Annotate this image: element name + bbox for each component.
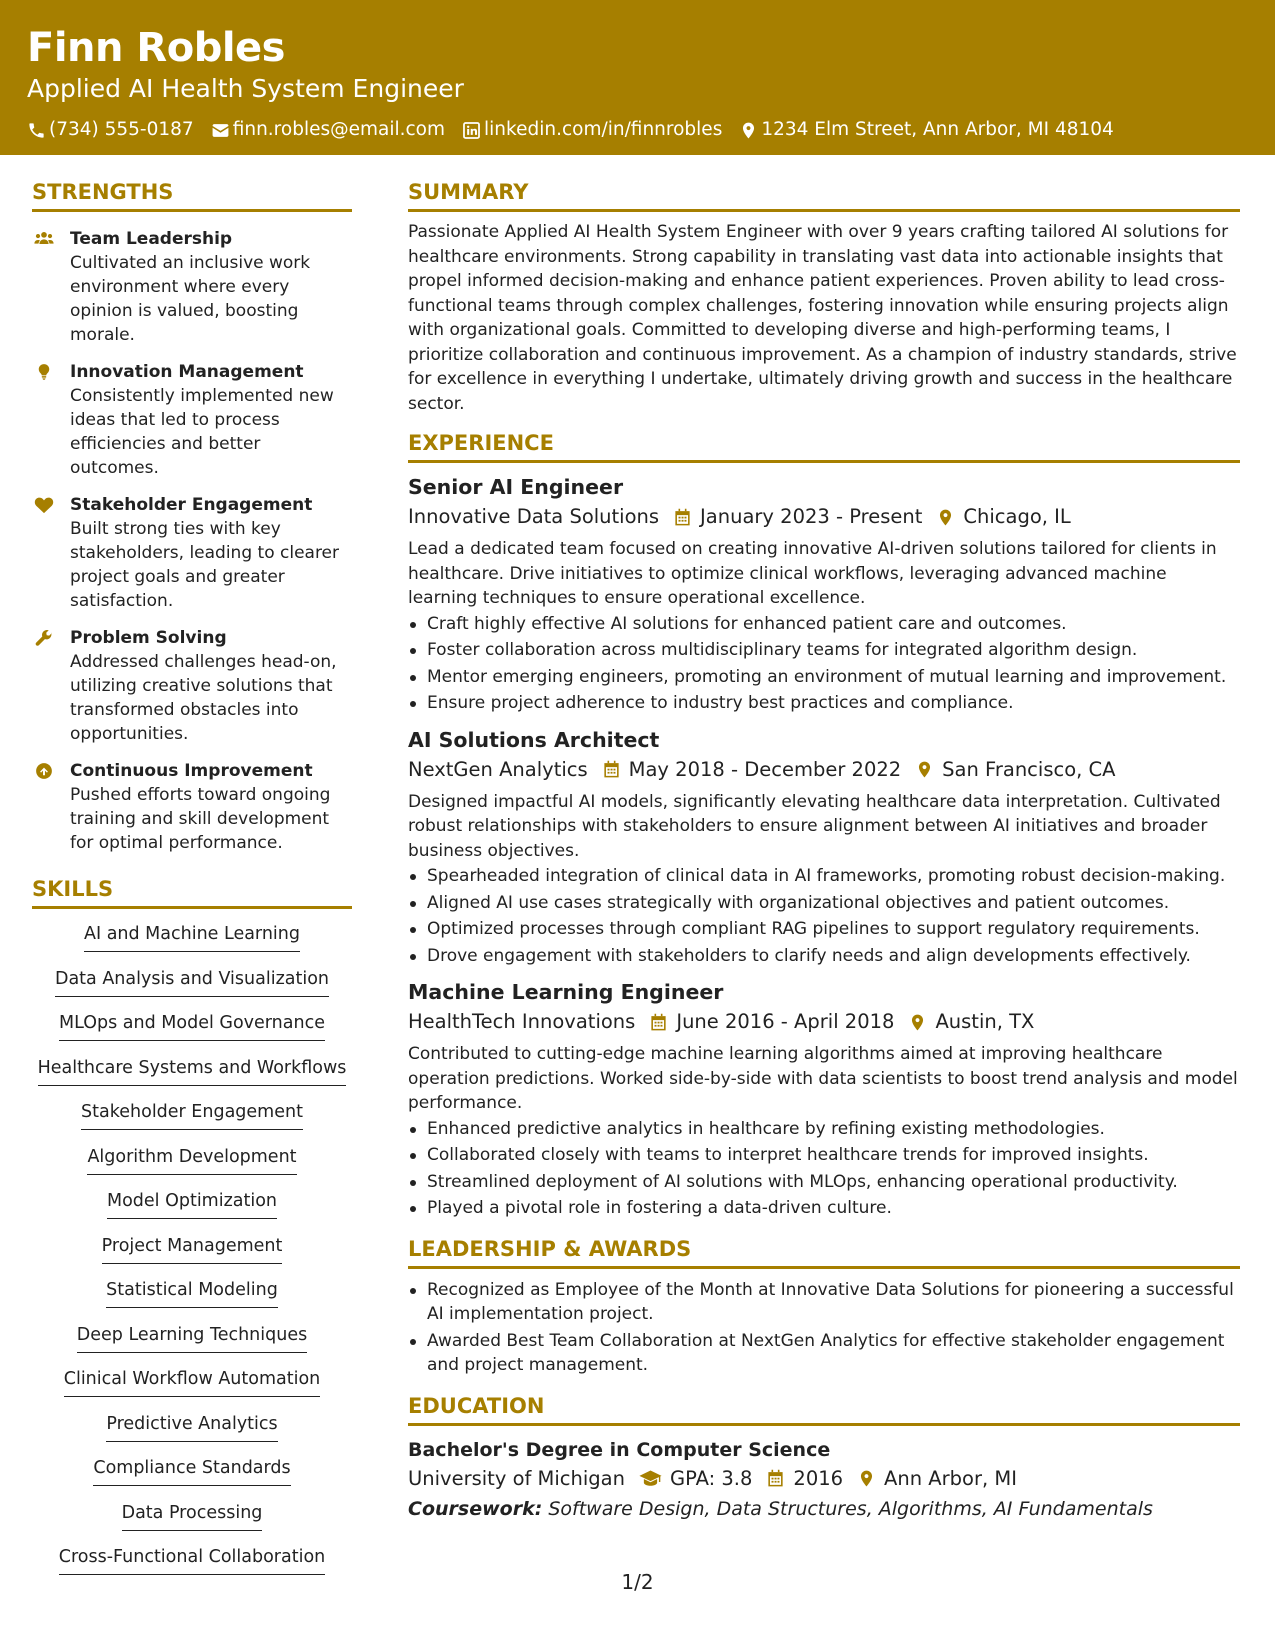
- candidate-name: Finn Robles: [27, 25, 285, 71]
- phone-icon: [27, 121, 46, 140]
- map-pin-icon: [908, 1013, 927, 1032]
- job-description: Contributed to cutting-edge machine learning algorithms aimed at improving healthcare operation predictions. Worked side-by-side with data scientists to boost trend analysis and model performance.: [408, 1044, 1238, 1113]
- calendar-icon: [602, 760, 621, 779]
- strength-item: [32, 493, 352, 613]
- users-icon: [34, 230, 54, 248]
- job-bullet: Drove engagement with stakeholders to clarify needs and align developments effectively.: [408, 944, 1240, 969]
- job-bullet: Craft highly effective AI solutions for enhanced patient care and outcomes.: [408, 612, 1240, 637]
- job-dates: June 2016 - April 2018: [676, 1010, 895, 1033]
- skill-item: Deep Learning Techniques: [77, 1323, 307, 1353]
- job-location: Austin, TX: [935, 1010, 1035, 1033]
- experience-heading: EXPERIENCE: [408, 431, 1240, 463]
- awards-list: [408, 1278, 1240, 1378]
- education-gpa: GPA: 3.8: [670, 1466, 753, 1490]
- job-description: Lead a dedicated team focused on creating innovative AI-driven solutions tailored for clients in healthcare. Drive initiatives to optimize clinical workflows, leveraging advanced machine learning techniques to ensure operational excellence.: [408, 539, 1217, 608]
- job-bullet: Played a pivotal role in fostering a data-driven culture.: [408, 1196, 1240, 1221]
- contact-bar: [27, 118, 1248, 142]
- strength-item: [32, 626, 352, 746]
- calendar-icon: [766, 1469, 785, 1488]
- skill-item: Cross-Functional Collaboration: [59, 1545, 326, 1575]
- job-title: AI Solutions Architect: [408, 727, 660, 752]
- strength-desc: Built strong ties with key stakeholders, leading to clearer project goals and greater satisfaction.: [70, 519, 340, 611]
- skills-heading: SKILLS: [32, 877, 352, 909]
- right-column: [408, 180, 1240, 1524]
- job-company: NextGen Analytics: [408, 757, 588, 781]
- heart-icon: [34, 496, 54, 514]
- contact-phone[interactable]: [27, 118, 194, 142]
- skill-item: Predictive Analytics: [106, 1412, 277, 1442]
- skill-item: Healthcare Systems and Workflows: [38, 1056, 347, 1086]
- education-school: University of Michigan: [408, 1466, 625, 1490]
- strength-title: Continuous Improvement: [70, 761, 313, 781]
- job-bullet: Enhanced predictive analytics in healthcare by refining existing methodologies.: [408, 1117, 1240, 1142]
- job-bullet: Collaborated closely with teams to interpret healthcare trends for improved insights.: [408, 1143, 1240, 1168]
- awards-heading: LEADERSHIP & AWARDS: [408, 1237, 1240, 1269]
- job-bullet: Optimized processes through compliant RAG pipelines to support regulatory requirements.: [408, 917, 1240, 942]
- education-degree: Bachelor's Degree in Computer Science: [408, 1438, 831, 1461]
- strength-title: Problem Solving: [70, 628, 227, 648]
- address-text: 1234 Elm Street, Ann Arbor, MI 48104: [761, 119, 1114, 140]
- coursework-text: Software Design, Data Structures, Algorithms, AI Fundamentals: [548, 1497, 1153, 1520]
- job-bullet: Aligned AI use cases strategically with organizational objectives and patient outcomes.: [408, 891, 1240, 916]
- job-bullet: Foster collaboration across multidisciplinary teams for integrated algorithm design.: [408, 638, 1240, 663]
- skill-item: MLOps and Model Governance: [59, 1011, 325, 1041]
- job-bullet: Mentor emerging engineers, promoting an environment of mutual learning and improvement.: [408, 665, 1240, 690]
- job-bullet: Ensure project adherence to industry best practices and compliance.: [408, 691, 1240, 716]
- job-dates: May 2018 - December 2022: [628, 757, 902, 781]
- contact-linkedin[interactable]: [462, 118, 722, 142]
- job-bullets: [408, 1117, 1240, 1221]
- page-number: 1/2: [621, 1570, 654, 1594]
- summary-text: Passionate Applied AI Health System Engineer with over 9 years crafting tailored AI solutions for healthcare environments. Strong capability in translating vast data into actionable insights that propel informed decision-making and enhance patient experiences. Proven ability to lead cross-functional teams through complex challenges, fostering innovation while ensuring projects align with organizational goals. Committed to developing diverse and high-performing teams, I prioritize collaboration and continuous improvement. As a champion of industry standards, strive for excellence in everything I undertake, ultimately driving growth and success in the healthcare sector.: [408, 222, 1237, 414]
- education-location: Ann Arbor, MI: [884, 1466, 1017, 1490]
- job-bullets: [408, 864, 1240, 968]
- skill-item: Compliance Standards: [93, 1456, 290, 1486]
- job-title: Senior AI Engineer: [408, 475, 624, 499]
- left-column: [32, 180, 352, 1590]
- envelope-icon: [211, 121, 230, 140]
- map-pin-icon: [739, 121, 758, 140]
- strength-desc: Cultivated an inclusive work environment where every opinion is valued, boosting morale.: [70, 253, 311, 345]
- strength-title: Innovation Management: [70, 362, 304, 382]
- calendar-icon: [649, 1013, 668, 1032]
- graduation-cap-icon: [639, 1469, 662, 1488]
- job-location: Chicago, IL: [963, 505, 1071, 528]
- education-heading: EDUCATION: [408, 1394, 1240, 1426]
- skill-item: Data Analysis and Visualization: [55, 967, 329, 997]
- award-item: Recognized as Employee of the Month at Innovative Data Solutions for pioneering a successful AI implementation project.: [408, 1278, 1240, 1327]
- strength-item: [32, 360, 352, 480]
- linkedin-text: linkedin.com/in/finnrobles: [484, 119, 723, 140]
- skill-item: Model Optimization: [107, 1189, 277, 1219]
- contact-email[interactable]: [211, 118, 445, 142]
- job-dates: January 2023 - Present: [700, 505, 923, 528]
- job-bullet: Spearheaded integration of clinical data in AI frameworks, promoting robust decision-making.: [408, 864, 1240, 889]
- job-entry: [408, 472, 1240, 716]
- job-meta: [408, 755, 1240, 785]
- job-entry: [408, 977, 1240, 1221]
- skill-item: AI and Machine Learning: [84, 922, 300, 952]
- strength-desc: Addressed challenges head-on, utilizing creative solutions that transformed obstacles into opportunities.: [70, 652, 337, 744]
- job-meta: [408, 502, 1240, 532]
- job-bullets: [408, 612, 1240, 716]
- skill-item: Clinical Workflow Automation: [64, 1367, 321, 1397]
- strengths-list: [32, 227, 352, 855]
- coursework-label: Coursework:: [408, 1497, 543, 1520]
- phone-text: (734) 555-0187: [49, 119, 194, 140]
- map-pin-icon: [936, 508, 955, 527]
- wrench-icon: [34, 629, 54, 647]
- strength-title: Team Leadership: [70, 229, 233, 249]
- job-entry: [408, 725, 1240, 969]
- education-coursework: [408, 1494, 1240, 1524]
- skill-item: Project Management: [102, 1234, 283, 1264]
- strength-desc: Consistently implemented new ideas that led to process efficiencies and better outcomes.: [70, 386, 334, 478]
- arrow-up-circle-icon: [34, 762, 54, 780]
- strength-desc: Pushed efforts toward ongoing training and skill development for optimal performance.: [70, 785, 331, 853]
- job-bullet: Streamlined deployment of AI solutions with MLOps, enhancing operational productivity.: [408, 1170, 1240, 1195]
- map-pin-icon: [857, 1469, 876, 1488]
- skills-list: [32, 922, 352, 1590]
- education-meta: [408, 1464, 1240, 1494]
- summary-heading: SUMMARY: [408, 180, 1240, 212]
- award-item: Awarded Best Team Collaboration at NextGen Analytics for effective stakeholder engagement and project management.: [408, 1329, 1240, 1378]
- skill-item: Data Processing: [122, 1501, 263, 1531]
- strengths-heading: STRENGTHS: [32, 180, 352, 212]
- linkedin-icon: [462, 121, 481, 140]
- email-text: finn.robles@email.com: [232, 119, 446, 140]
- skill-item: Stakeholder Engagement: [81, 1100, 303, 1130]
- skill-item: Algorithm Development: [87, 1145, 296, 1175]
- education-year: 2016: [793, 1466, 844, 1490]
- map-pin-icon: [915, 760, 934, 779]
- job-meta: [408, 1007, 1240, 1037]
- job-title: Machine Learning Engineer: [408, 980, 724, 1004]
- candidate-role: Applied AI Health System Engineer: [27, 74, 464, 103]
- resume-header: [0, 0, 1275, 155]
- skill-item: Statistical Modeling: [106, 1278, 278, 1308]
- job-company: HealthTech Innovations: [408, 1010, 636, 1033]
- job-description: Designed impactful AI models, significantly elevating healthcare data interpretation. Cultivated robust relationships with stakeholders to ensure alignment between AI initiatives and broader business objectives.: [408, 791, 1221, 861]
- strength-title: Stakeholder Engagement: [70, 495, 313, 515]
- calendar-icon: [673, 508, 692, 527]
- strength-item: [32, 759, 352, 855]
- lightbulb-icon: [34, 363, 54, 381]
- job-location: San Francisco, CA: [942, 757, 1116, 781]
- strength-item: [32, 227, 352, 347]
- contact-address: [739, 118, 1114, 142]
- job-company: Innovative Data Solutions: [408, 505, 660, 528]
